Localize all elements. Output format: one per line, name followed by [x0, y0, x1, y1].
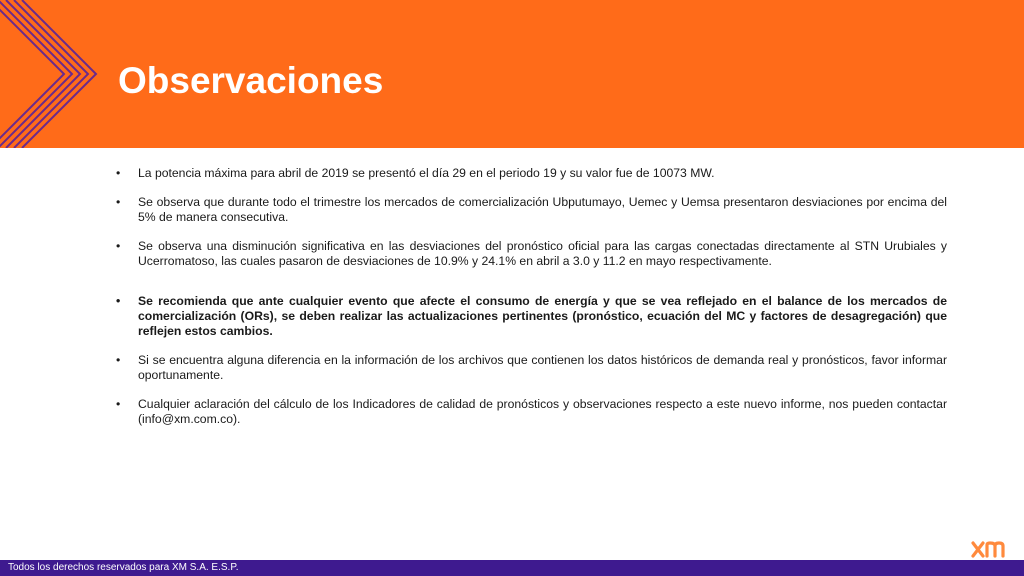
- footer-copyright: Todos los derechos reservados para XM S.A. E.S.P.: [8, 562, 239, 573]
- list-item-5: • Si se encuentra alguna diferencia en la información de los archivos que contienen los datos históricos de demanda real y pronósticos, favor informar oportunamente.: [115, 353, 947, 383]
- footer-bar: [0, 560, 1024, 576]
- header-banner: [0, 0, 1024, 148]
- xm-logo: [971, 537, 1017, 559]
- list-item-6: • Cualquier aclaración del cálculo de los Indicadores de calidad de pronósticos y observaciones respecto a este nuevo informe, nos pueden contactar (info@xm.com.co).: [115, 397, 947, 427]
- list-item-3: • Se observa una disminución significativa en las desviaciones del pronóstico oficial para las cargas conectadas directamente al STN Urubiales y Ucerromatoso, las cuales pasaron de desviaciones de 10.9% y 24.1% en abril a 3.0 y 11.2 en mayo respectivamente.: [115, 239, 947, 269]
- list-item-recommendation: • Se recomienda que ante cualquier evento que afecte el consumo de energía y que se vea reflejado en el balance de los mercados de comercialización (ORs), se deben realizar las actualizaciones pertinentes (pronóstico, ecuación del MC y factores de desagregación) que reflejen estos cambios.: [115, 294, 947, 339]
- chevron-decoration-icon: [0, 0, 110, 148]
- observations-list: [115, 166, 947, 427]
- page-title: Observaciones: [118, 60, 384, 101]
- list-item-1: • La potencia máxima para abril de 2019 se presentó el día 29 en el periodo 19 y su valor fue de 10073 MW.: [115, 166, 947, 181]
- list-item-2: • Se observa que durante todo el trimestre los mercados de comercialización Ubputumayo, Uemec y Uemsa presentaron desviaciones por encima del 5% de manera consecutiva.: [115, 195, 947, 225]
